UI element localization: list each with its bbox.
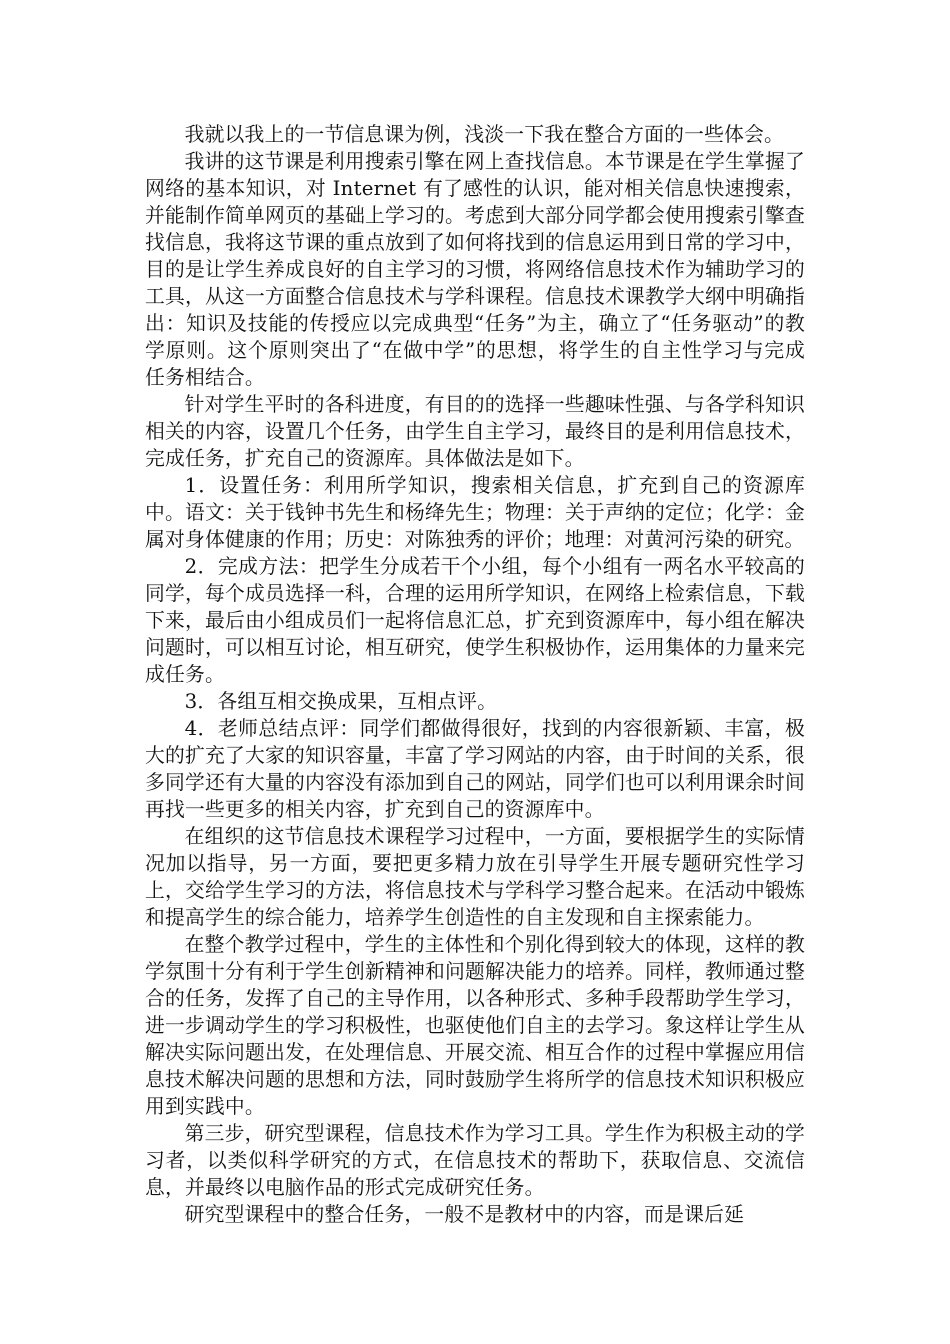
paragraph-step-2: 2．完成方法：把学生分成若干个小组，每个小组有一两名水平较高的同学，每个成员选择一科，合理的运用所学知识，在网络上检索信息，下载下来，最后由小组成员们一起将信息汇总，扩充到资源库中，每小组在解决问题时，可以相互讨论，相互研究，使学生积极协作，运用集体的力量来完成任务。 — [145, 555, 805, 686]
paragraph-step-4: 4．老师总结点评：同学们都做得很好，找到的内容很新颖、丰富，极大的扩充了大家的知识容量，丰富了学习网站的内容，由于时间的关系，很多同学还有大量的内容没有添加到自己的网站，同学们也可以利用课余时间再找一些更多的相关内容，扩充到自己的资源库中。 — [145, 717, 805, 821]
paragraph-task-approach: 针对学生平时的各科进度，有目的的选择一些趣味性强、与各学科知识相关的内容，设置几个任务，由学生自主学习，最终目的是利用信息技术，完成任务，扩充自己的资源库。具体做法是如下。 — [145, 393, 805, 470]
paragraph-organization: 在组织的这节信息技术课程学习过程中，一方面，要根据学生的实际情况加以指导，另一方面，要把更多精力放在引导学生开展专题研究性学习上，交给学生学习的方法，将信息技术与学科学习整合起来。在活动中锻炼和提高学生的综合能力，培养学生创造性的自主发现和自主探索能力。 — [145, 825, 805, 929]
paragraph-step-3: 3．各组互相交换成果，互相点评。 — [184, 690, 498, 713]
paragraph-lesson-description: 我讲的这节课是利用搜索引擎在网上查找信息。本节课是在学生掌握了网络的基本知识，对 Internet 有了感性的认识，能对相关信息快速搜索，并能制作简单网页的基础上学习的。考虑到大部分同学都会使用搜索引擎查找信息，我将这节课的重点放到了如何将找到的信息运用到日常的学习中，目的是让学生养成良好的自主学习的习惯，将网络信息技术作为辅助学习的工具，从这一方面整合信息技术与学科课程。信息技术课教学大纲中明确指出：知识及技能的传授应以完成典型“任务”为主，确立了“任务驱动”的教学原则。这个原则突出了“在做中学”的思想，将学生的自主性学习与完成任务相结合。 — [145, 150, 805, 389]
paragraph-intro: 我就以我上的一节信息课为例，浅淡一下我在整合方面的一些体会。 — [184, 123, 785, 146]
paragraph-step-three: 第三步，研究型课程，信息技术作为学习工具。学生作为积极主动的学习者，以类似科学研究的方式，在信息技术的帮助下，获取信息、交流信息，并最终以电脑作品的形式完成研究任务。 — [145, 1122, 805, 1199]
paragraph-teaching-process: 在整个教学过程中，学生的主体性和个别化得到较大的体现，这样的教学氛围十分有利于学生创新精神和问题解决能力的培养。同样，教师通过整合的任务，发挥了自己的主导作用，以各种形式、多种手段帮助学生学习，进一步调动学生的学习积极性，也驱使他们自主的去学习。象这样让学生从解决实际问题出发，在处理信息、开展交流、相互合作的过程中掌握应用信息技术解决问题的思想和方法，同时鼓励学生将所学的信息技术知识积极应用到实践中。 — [145, 933, 805, 1118]
document-body — [145, 121, 805, 1228]
paragraph-step-1: 1．设置任务：利用所学知识，搜索相关信息，扩充到自己的资源库中。语文：关于钱钟书先生和杨绛先生；物理：关于声纳的定位；化学：金属对身体健康的作用；历史：对陈独秀的评价；地理：对黄河污染的研究。 — [145, 474, 805, 551]
paragraph-research-course: 研究型课程中的整合任务，一般不是教材中的内容，而是课后延 — [184, 1203, 745, 1226]
